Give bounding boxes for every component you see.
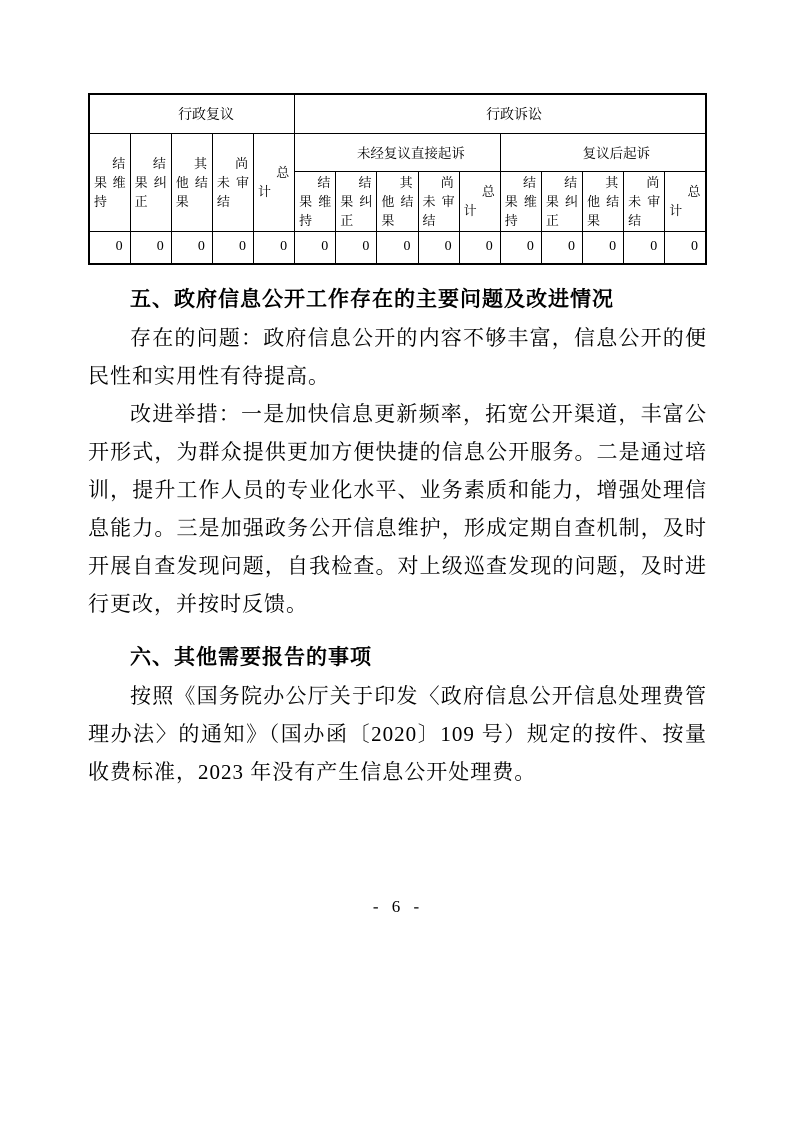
direct-suit-col-header-total: 总计 <box>459 171 500 231</box>
value-cell: 0 <box>171 231 212 264</box>
review-col-header-upheld: 结果维持 <box>89 133 130 231</box>
page-content <box>88 93 707 791</box>
direct-suit-col-header-pending: 尚未审结 <box>418 171 459 231</box>
after-review-col-header-other: 其他结果 <box>583 171 624 231</box>
values-row <box>89 231 706 264</box>
administrative-review-header: 行政复议 <box>89 94 295 133</box>
review-col-header-pending: 尚未审结 <box>212 133 253 231</box>
after-review-col-header-upheld: 结果维持 <box>500 171 541 231</box>
section-5-paragraph-improvements: 改进举措：一是加快信息更新频率，拓宽公开渠道，丰富公开形式，为群众提供更加方便快捷的信息公开服务。二是通过培训，提升工作人员的专业化水平、业务素质和能力，增强处理信息能力。三是加强政务公开信息维护，形成定期自查机制，及时开展自查发现问题，自我检查。对上级巡查发现的问题，及时进行更改，并按时反馈。 <box>88 402 707 616</box>
value-cell: 0 <box>89 231 130 264</box>
section-6-paragraph-fees: 按照《国务院办公厅关于印发〈政府信息公开信息处理费管理办法〉的通知》（国办函〔2020〕109 号）规定的按件、按量收费标准，2023 年没有产生信息公开处理费。 <box>88 684 707 784</box>
review-litigation-stats-table <box>88 93 707 265</box>
after-review-col-header-pending: 尚未审结 <box>624 171 665 231</box>
page-number: - 6 - <box>372 897 421 916</box>
value-cell: 0 <box>500 231 541 264</box>
after-review-suit-subgroup-header: 复议后起诉 <box>500 133 706 171</box>
value-cell: 0 <box>583 231 624 264</box>
section-5-paragraph-problems: 存在的问题：政府信息公开的内容不够丰富，信息公开的便民性和实用性有待提高。 <box>88 326 707 388</box>
after-review-col-header-corrected: 结果纠正 <box>541 171 582 231</box>
value-cell: 0 <box>377 231 418 264</box>
value-cell: 0 <box>254 231 295 264</box>
review-col-header-other: 其他结果 <box>171 133 212 231</box>
direct-suit-subgroup-header: 未经复议直接起诉 <box>295 133 501 171</box>
value-cell: 0 <box>624 231 665 264</box>
direct-suit-col-header-corrected: 结果纠正 <box>336 171 377 231</box>
review-col-header-corrected: 结果纠正 <box>130 133 171 231</box>
section-6-heading: 六、其他需要报告的事项 <box>130 646 372 669</box>
value-cell: 0 <box>459 231 500 264</box>
value-cell: 0 <box>665 231 706 264</box>
section-5-heading: 五、政府信息公开工作存在的主要问题及改进情况 <box>130 288 614 311</box>
direct-suit-col-header-other: 其他结果 <box>377 171 418 231</box>
value-cell: 0 <box>418 231 459 264</box>
after-review-col-header-total: 总计 <box>665 171 706 231</box>
direct-suit-col-header-upheld: 结果维持 <box>295 171 336 231</box>
value-cell: 0 <box>130 231 171 264</box>
group-header-row <box>89 94 706 133</box>
value-cell: 0 <box>295 231 336 264</box>
administrative-litigation-header: 行政诉讼 <box>295 94 706 133</box>
subgroup-header-row <box>89 133 706 171</box>
value-cell: 0 <box>212 231 253 264</box>
review-col-header-total: 总计 <box>254 133 295 231</box>
value-cell: 0 <box>541 231 582 264</box>
value-cell: 0 <box>336 231 377 264</box>
